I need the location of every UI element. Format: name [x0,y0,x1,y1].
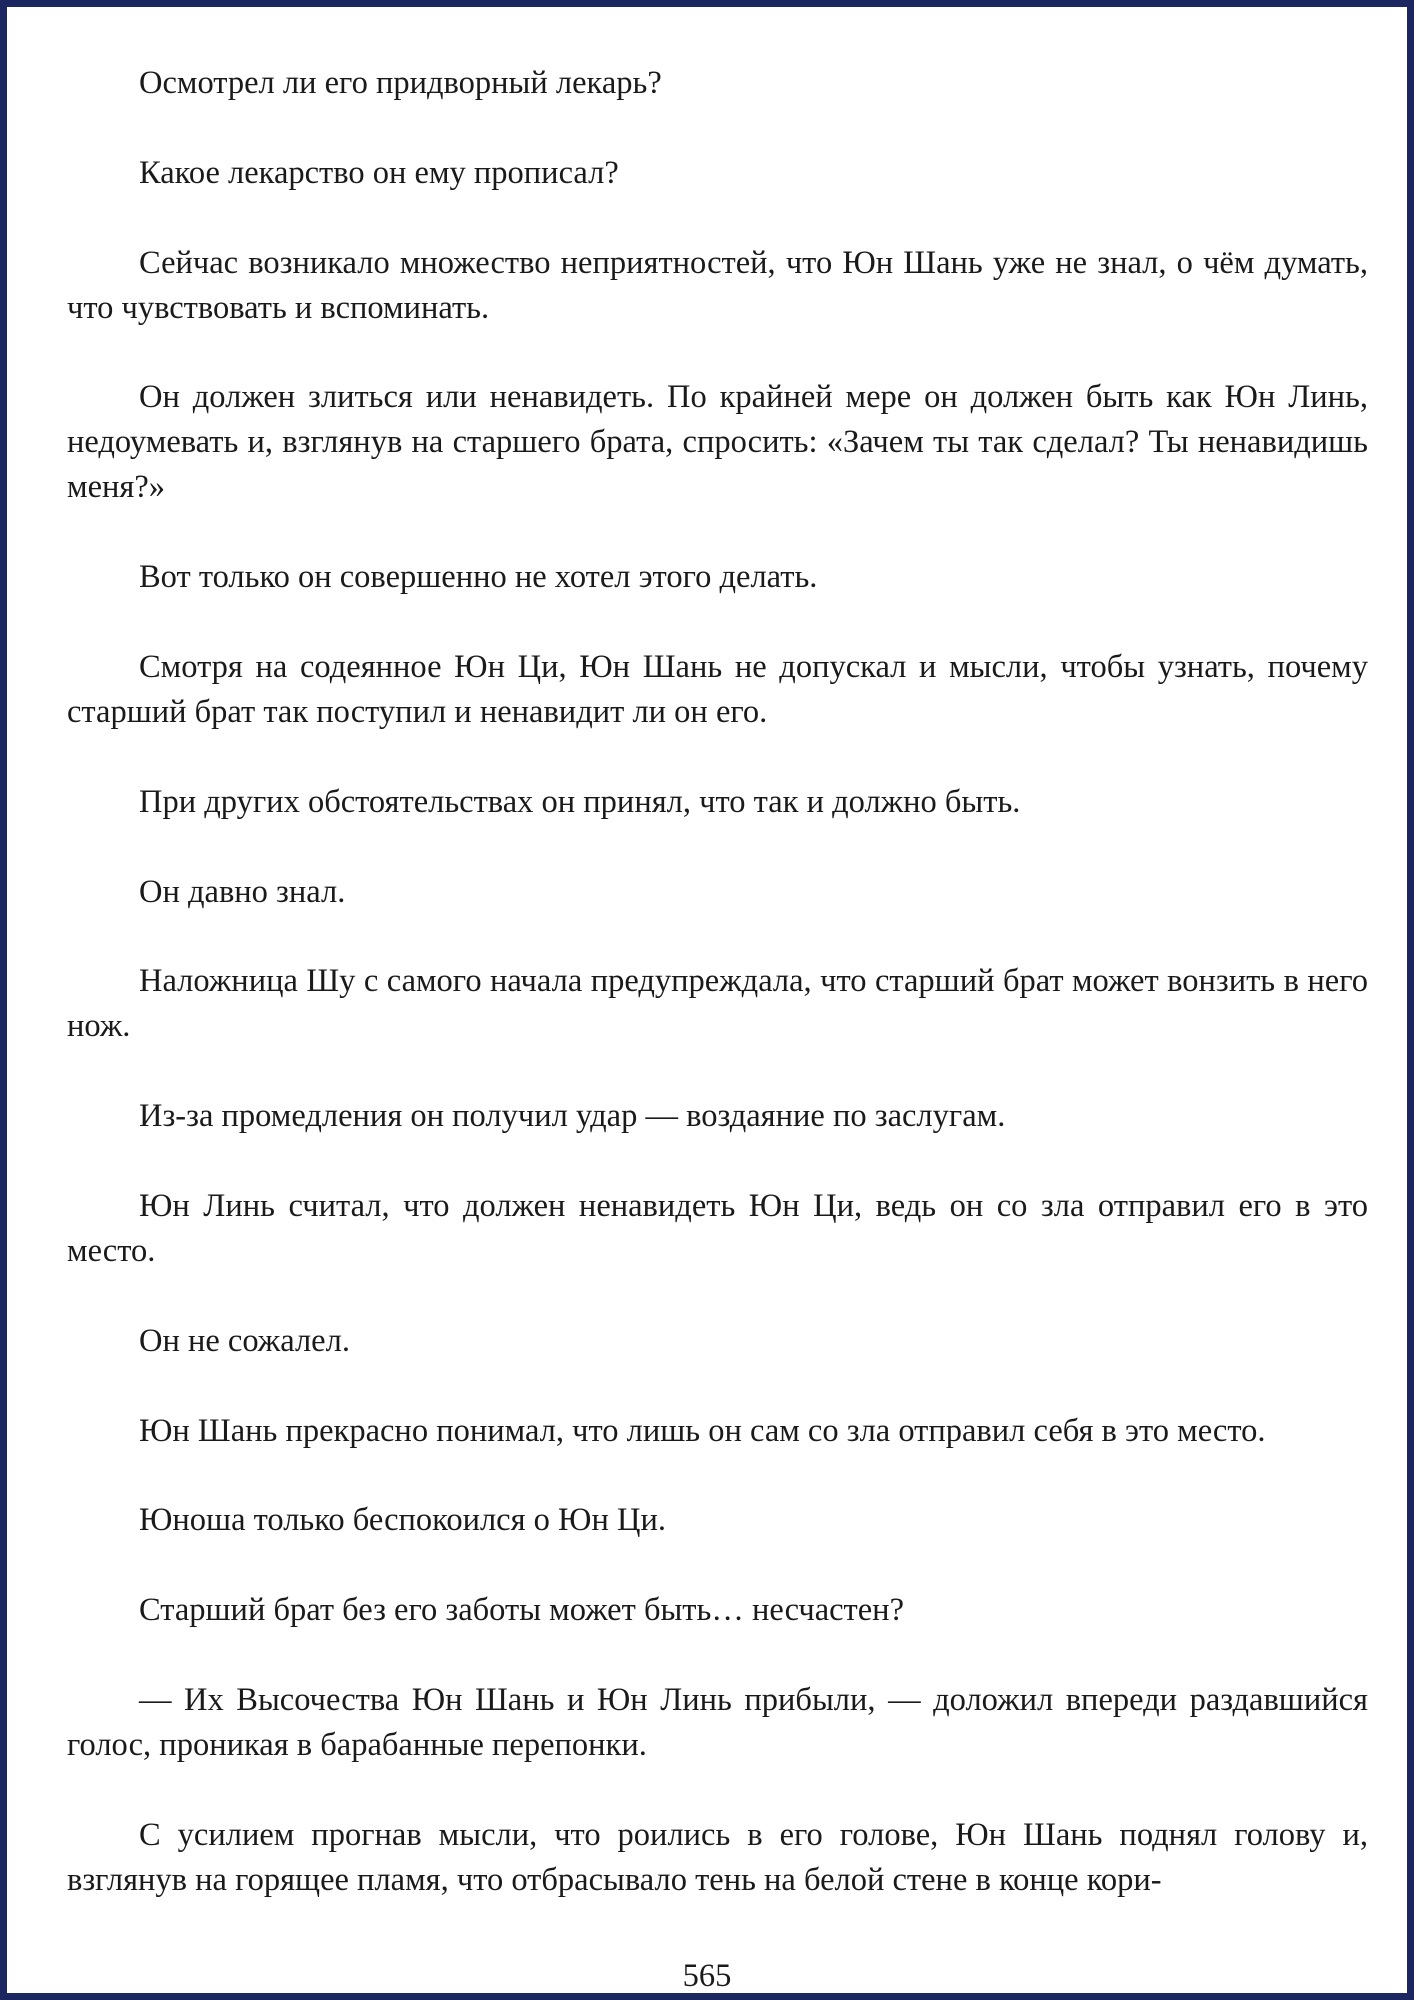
paragraph-11: Юн Линь считал, что должен ненавидеть Юн Ци, ведь он со зла отправил его в это место. [67,1187,1368,1269]
body-text [67,61,1368,1948]
paragraph-3: Сейчас возникало множество неприятностей, что Юн Шань уже не знал, о чём думать, что чувствовать и вспоминать. [67,244,1368,326]
paragraph-4: Он должен злиться или ненавидеть. По крайней мере он должен быть как Юн Линь, недоумевать и, взглянув на старшего брата, спросить: «Зачем ты так сделал? Ты ненавидишь меня?» [67,379,1368,506]
paragraph-5: Вот только он совершенно не хотел этого делать. [139,559,818,596]
paragraph-15: Старший брат без его заботы может быть… несчастен? [139,1592,905,1629]
paragraph-9: Наложница Шу с самого начала предупреждала, что старший брат может вонзить в него нож. [67,963,1368,1045]
paragraph-16: — Их Высочества Юн Шань и Юн Линь прибыли, — доложил впереди раздавшийся голос, проникая в барабанные перепонки. [67,1681,1368,1763]
paragraph-8: Он давно знал. [139,873,346,910]
paragraph-2: Какое лекарство он ему прописал? [139,154,619,191]
paragraph-12: Он не сожалел. [139,1322,350,1359]
paragraph-13: Юн Шань прекрасно понимал, что лишь он сам со зла отправил себя в это место. [139,1412,1266,1449]
paragraph-1: Осмотрел ли его придворный лекарь? [139,65,662,101]
paragraph-14: Юноша только беспокоился о Юн Ци. [139,1502,666,1539]
paragraph-10: Из-за промедления он получил удар — воздаяние по заслугам. [139,1098,1006,1135]
page-number: 565 [682,1958,732,1994]
paragraph-6: Смотря на содеянное Юн Ци, Юн Шань не допускал и мысли, чтобы узнать, почему старший брат так поступил и ненавидит ли он его. [67,648,1368,730]
paragraph-17: С усилием прогнав мысли, что роились в его голове, Юн Шань поднял голову и, взглянув на горящее пламя, что отбрасывало тень на белой стене в конце кори- [67,1816,1368,1898]
paragraph-7: При других обстоятельствах он принял, что так и должно быть. [139,783,1021,820]
